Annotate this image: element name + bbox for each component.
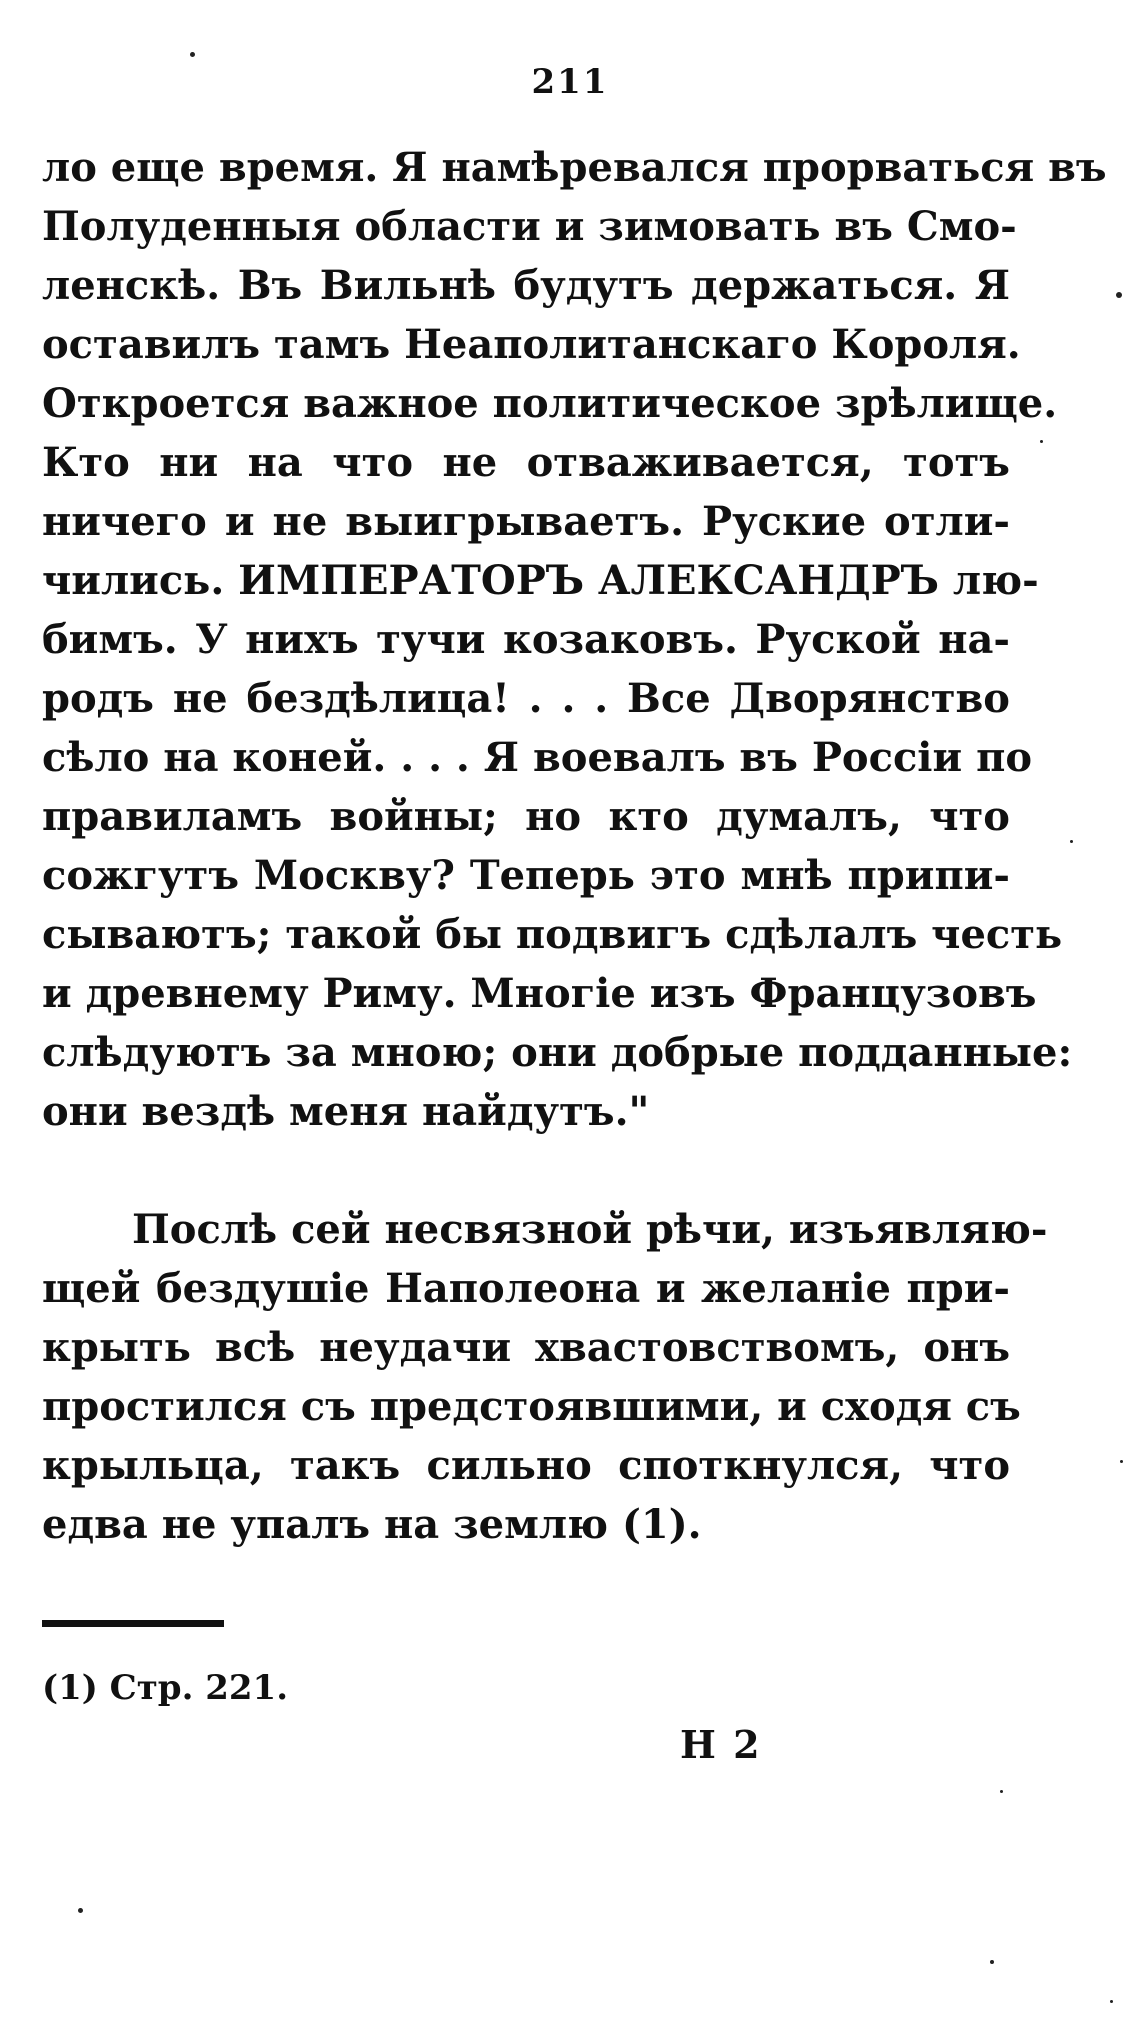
footnote: (1) Стр. 221. [42,1668,289,1708]
scan-speck [1120,1460,1123,1463]
text-line: Кто ни на что не отваживается, тотъ [42,439,1010,486]
text-line: правиламъ войны; но кто думалъ, что [42,793,1010,840]
text-line: бимъ. У нихъ тучи козаковъ. Руской на- [42,616,1010,663]
text-line: Полуденныя области и зимовать въ Смо- [42,203,1017,250]
text-line: Откроется важное политическое зрѣлище. [42,380,1058,427]
page-number: 211 [531,62,609,102]
paragraph-1 [42,138,1107,1141]
text-line: простился съ предстоявшими, и сходя съ [42,1383,1021,1430]
text-line: и древнему Риму. Многіе изъ Французовъ [42,970,1037,1017]
text-line: оставилъ тамъ Неаполитанскаго Короля. [42,321,1021,368]
text-line: крыть всѣ неудачи хвастовствомъ, онъ [42,1324,1010,1371]
scan-speck [190,52,195,57]
scan-speck [1070,840,1073,843]
paragraph-2 [42,1200,1048,1554]
scan-speck [990,1960,994,1964]
signature-mark: Н 2 [680,1722,762,1767]
text-line: слѣдуютъ за мною; они добрые подданные: [42,1029,1073,1076]
text-line: Послѣ сей несвязной рѣчи, изъявляю- [132,1206,1048,1253]
text-line: сываютъ; такой бы подвигъ сдѣлалъ честь [42,911,1063,958]
scan-speck [1000,1790,1003,1793]
text-line: родъ не бездѣлица! . . . Все Дворянство [42,675,1010,722]
scan-speck [1110,2000,1113,2003]
text-line: крыльца, такъ сильно споткнулся, что [42,1442,1010,1489]
text-line: едва не упалъ на землю (1). [42,1501,702,1548]
text-line: щей бездушіе Наполеона и желаніе при- [42,1265,1010,1312]
text-line: чились. ИМПЕРАТОРЪ АЛЕКСАНДРЪ лю- [42,557,1039,604]
scan-speck [1040,440,1043,443]
text-line: ленскѣ. Въ Вильнѣ будутъ держаться. Я [42,262,1010,309]
scan-speck [78,1908,83,1913]
text-line: ло еще время. Я намѣревался прорваться въ [42,144,1107,191]
text-line: сожгутъ Москву? Теперь это мнѣ припи- [42,852,1010,899]
text-line: ничего и не выигрываетъ. Руские отли- [42,498,1010,545]
text-line: они вездѣ меня найдутъ." [42,1088,650,1135]
text-line: сѣло на коней. . . . Я воевалъ въ Россіи по [42,734,1033,781]
scan-speck [1116,292,1122,298]
footnote-rule [42,1620,224,1627]
